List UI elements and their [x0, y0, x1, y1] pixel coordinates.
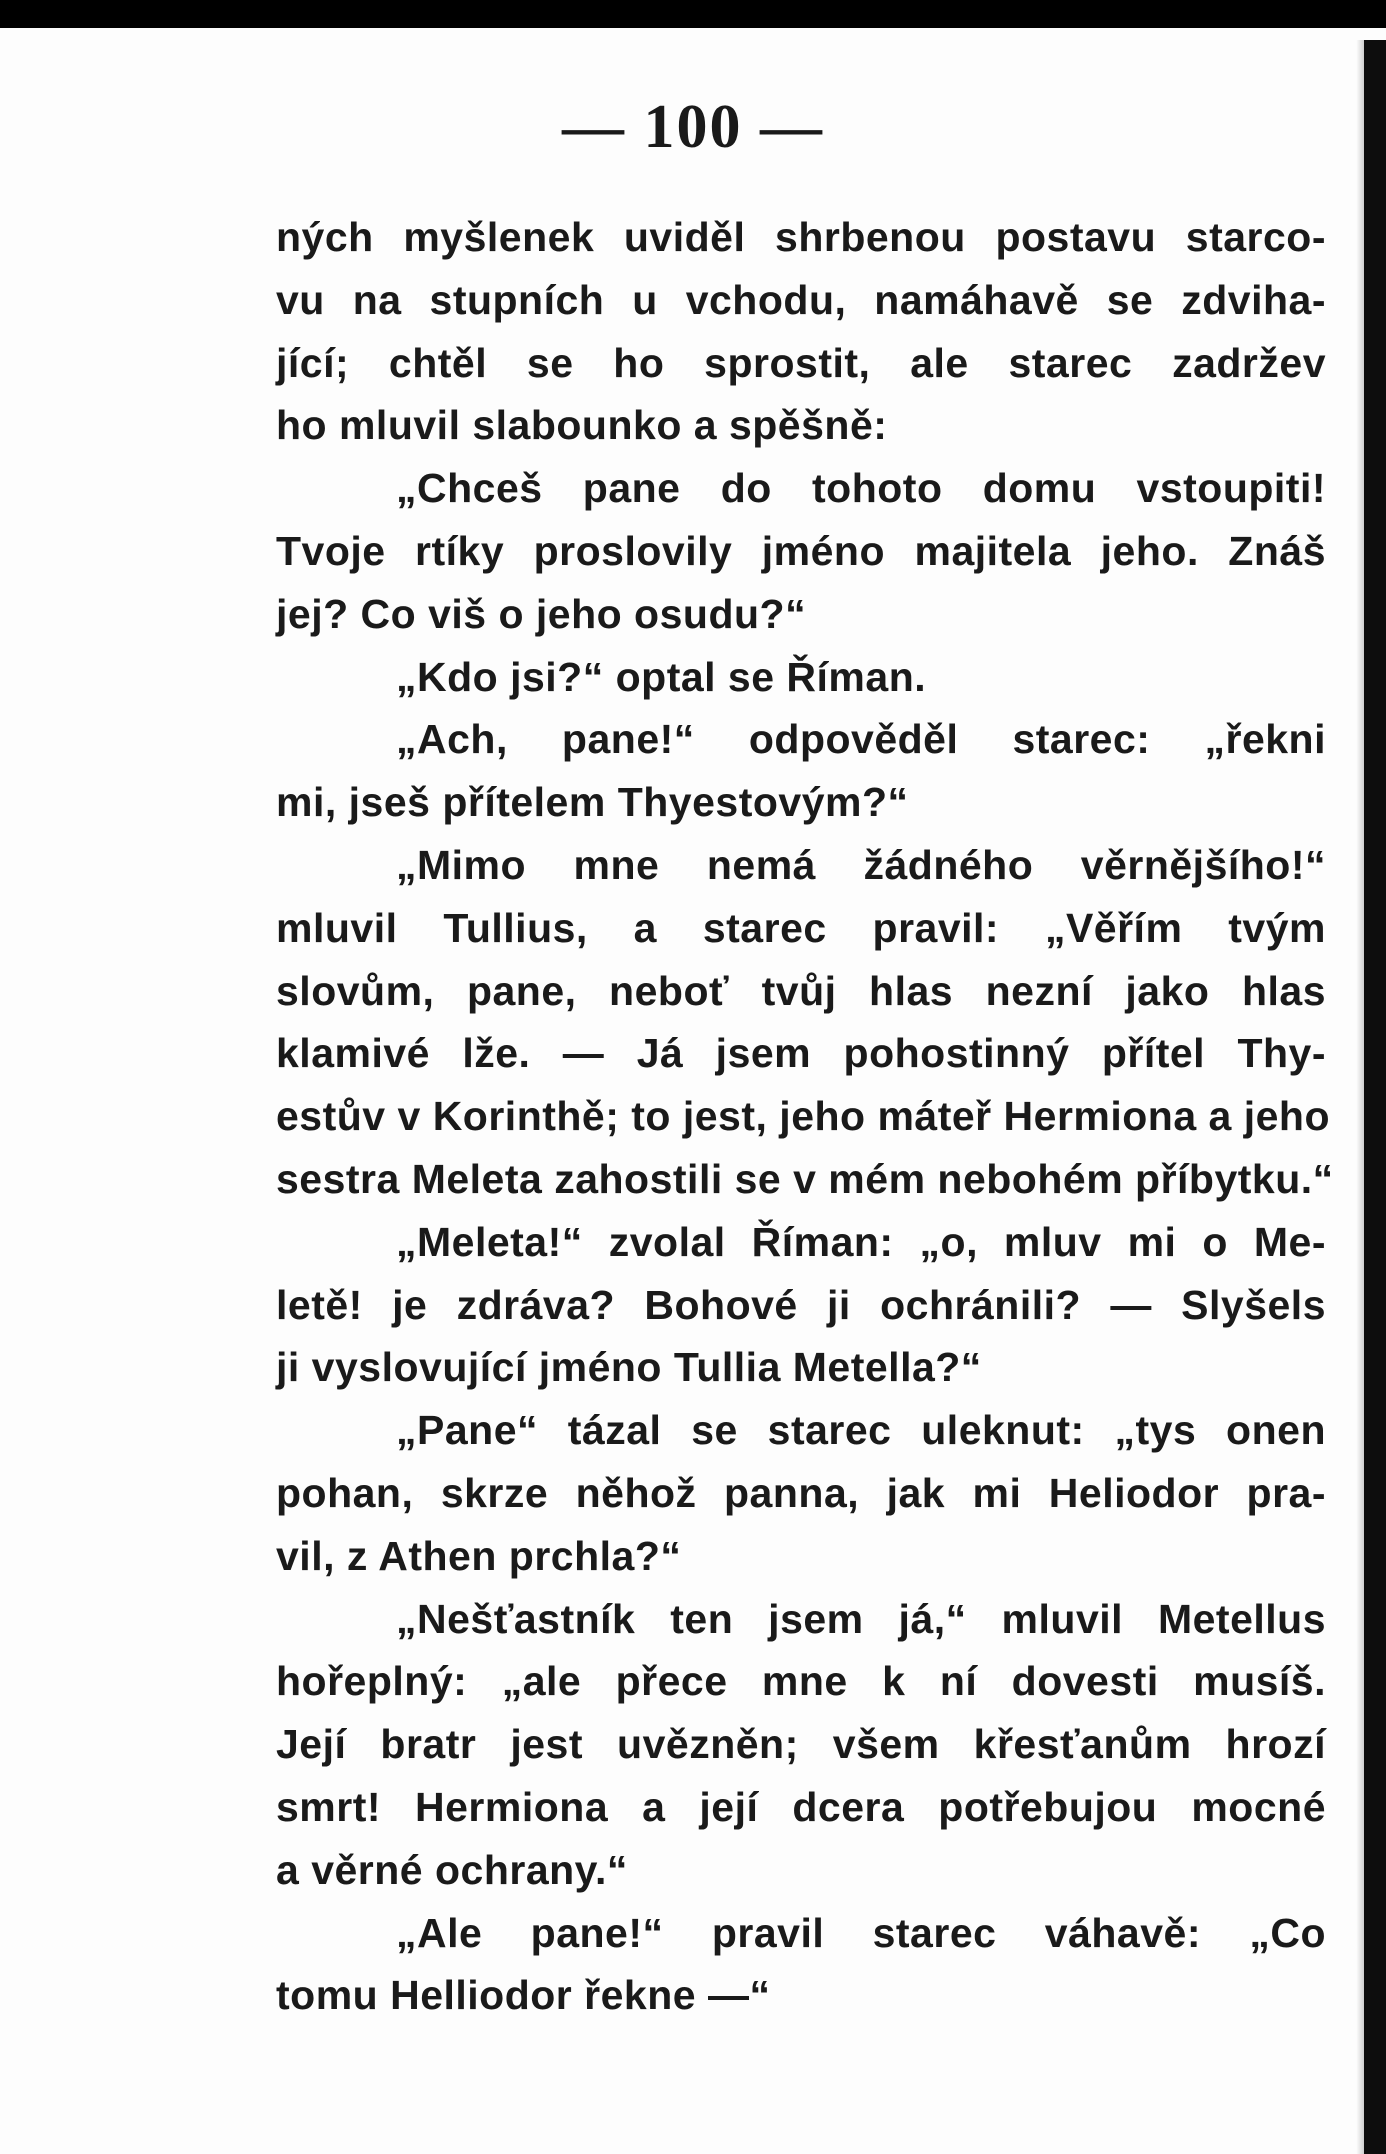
text-line: „Meleta!“ zvolal Říman: „o, mluv mi o Me-: [396, 1218, 1326, 1265]
text-line: jící; chtěl se ho sprostit, ale starec zadržev: [276, 339, 1326, 386]
text-line: slovům, pane, neboť tvůj hlas nezní jako hlas: [276, 967, 1326, 1014]
scan-binding-edge: [1364, 40, 1386, 2154]
text-line: mluvil Tullius, a starec pravil: „Věřím tvým: [276, 904, 1326, 951]
text-line: mi, jseš přítelem Thyestovým?“: [276, 779, 909, 826]
text-line: letě! je zdráva? Bohové ji ochránili? — Slyšels: [276, 1281, 1326, 1328]
body-text: [276, 206, 1334, 2027]
text-line: ho mluvil slabounko a spěšně:: [276, 402, 888, 449]
text-line: „Chceš pane do tohoto domu vstoupiti!: [396, 465, 1326, 512]
text-line: vil, z Athen prchla?“: [276, 1532, 682, 1579]
text-line: hořeplný: „ale přece mne k ní dovesti musíš.: [276, 1658, 1326, 1705]
text-line: Tvoje rtíky proslovily jméno majitela jeho. Znáš: [276, 527, 1326, 574]
text-line: tomu Helliodor řekne —“: [276, 1972, 771, 2019]
text-line: klamivé lže. — Já jsem pohostinný přítel Thy-: [276, 1030, 1326, 1077]
page-edge-shadow: [1356, 40, 1364, 2154]
text-line: a věrné ochrany.“: [276, 1846, 628, 1893]
text-line: ných myšlenek uviděl shrbenou postavu starco-: [276, 214, 1326, 260]
text-line: „Kdo jsi?“ optal se Říman.: [396, 653, 927, 700]
text-line: „Pane“ tázal se starec uleknut: „tys onen: [396, 1407, 1326, 1454]
text-line: smrt! Hermiona a její dcera potřebujou mocné: [276, 1783, 1326, 1830]
text-line: ji vyslovující jméno Tullia Metella?“: [276, 1344, 982, 1391]
text-line: „Nešťastník ten jsem já,“ mluvil Metellus: [396, 1595, 1326, 1642]
text-line: Její bratr jest uvězněn; všem křesťanům hrozí: [276, 1721, 1326, 1768]
text-line: vu na stupních u vchodu, namáhavě se zdviha-: [276, 276, 1326, 323]
page-number: — 100 —: [562, 93, 824, 161]
text-line: pohan, skrze něhož panna, jak mi Heliodor pra-: [276, 1469, 1326, 1516]
text-line: estův v Korinthě; to jest, jeho máteř Hermiona a jeho: [276, 1093, 1331, 1140]
text-line: jej? Co viš o jeho osudu?“: [276, 590, 807, 637]
text-line: „Ach, pane!“ odpověděl starec: „řekni: [396, 716, 1326, 763]
text-line: „Ale pane!“ pravil starec váhavě: „Co: [396, 1909, 1326, 1956]
text-line: sestra Meleta zahostili se v mém nebohém příbytku.“: [276, 1155, 1334, 1202]
scan-top-border: [0, 0, 1386, 28]
text-line: „Mimo mne nemá žádného věrnějšího!“: [396, 841, 1326, 888]
